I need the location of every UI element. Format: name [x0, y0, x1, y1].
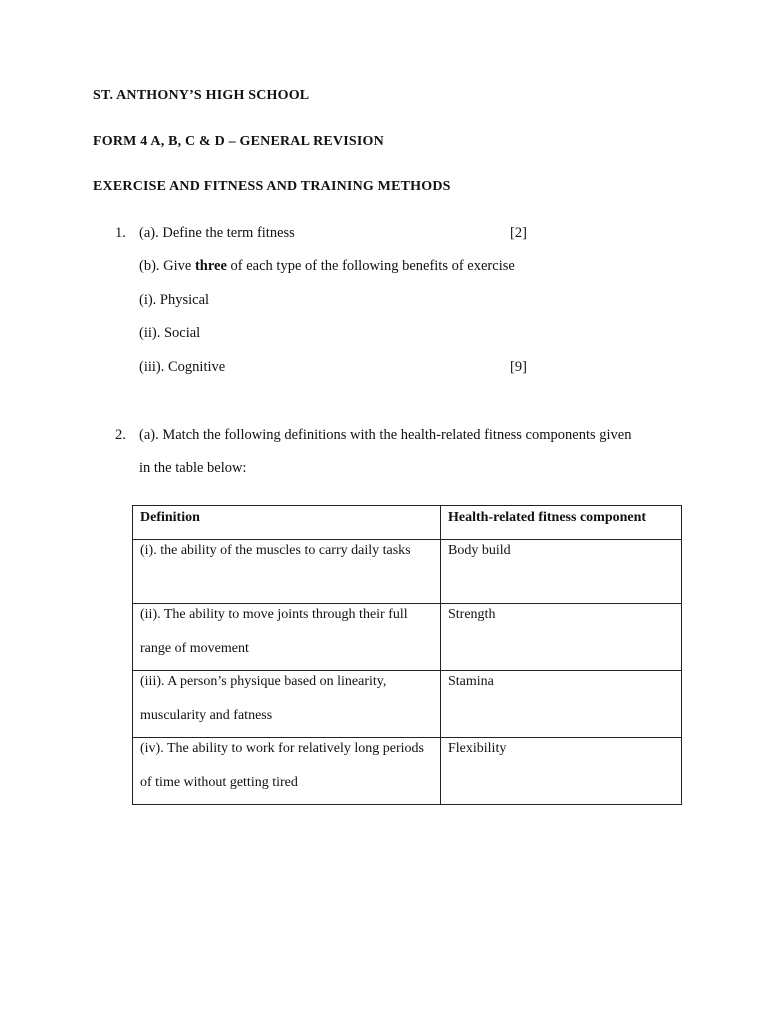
table-row: [133, 540, 682, 604]
definition-cell: [133, 738, 441, 805]
definition-cell: [133, 671, 441, 738]
table-row: [133, 604, 682, 671]
component-text: Strength: [448, 607, 496, 622]
table-row: [133, 738, 682, 805]
question-1a-text: (a). Define the term fitness: [139, 225, 295, 241]
definition-text: (iv). The ability to work for relatively long periods of time without getting tired: [140, 741, 424, 790]
question-1a-marks: [2]: [510, 225, 527, 241]
question-2a-line-2: in the table below:: [139, 460, 247, 476]
definition-cell: [133, 540, 441, 604]
question-1-number: 1.: [115, 225, 126, 241]
definition-text: (i). the ability of the muscles to carry daily tasks: [140, 543, 411, 558]
component-cell: [441, 738, 682, 805]
component-cell: [441, 604, 682, 671]
question-1b-emphasis: three: [194, 258, 227, 274]
question-1b-marks: [9]: [510, 359, 527, 375]
question-1b-text: [139, 258, 515, 275]
definition-text: (iii). A person’s physique based on linearity, muscularity and fatness: [140, 674, 387, 723]
definition-text: (ii). The ability to move joints through their full range of movement: [140, 607, 408, 656]
question-1b-item-social: (ii). Social: [139, 325, 201, 341]
question-1b-item-physical: (i). Physical: [139, 292, 210, 308]
question-1b-prefix: (b). Give: [139, 258, 195, 274]
topic-title: EXERCISE AND FITNESS AND TRAINING METHODS: [93, 179, 451, 194]
component-cell: [441, 540, 682, 604]
header-component: Health-related fitness component: [441, 506, 682, 540]
question-2a-line-1: (a). Match the following definitions with the health-related fitness components given: [139, 427, 632, 443]
component-text: Stamina: [448, 674, 494, 689]
question-1b-item-cognitive: (iii). Cognitive: [139, 359, 226, 375]
component-text: Body build: [448, 543, 511, 558]
question-1b-suffix: of each type of the following benefits of exercise: [226, 258, 515, 274]
definition-cell: [133, 604, 441, 671]
component-cell: [441, 671, 682, 738]
question-2-number: 2.: [115, 427, 126, 443]
component-text: Flexibility: [448, 741, 507, 756]
fitness-matching-table: [132, 505, 682, 805]
table-row: [133, 671, 682, 738]
form-line: FORM 4 A, B, C & D – GENERAL REVISION: [93, 134, 384, 149]
header-definition: Definition: [133, 506, 441, 540]
school-name: ST. ANTHONY’S HIGH SCHOOL: [93, 88, 310, 103]
